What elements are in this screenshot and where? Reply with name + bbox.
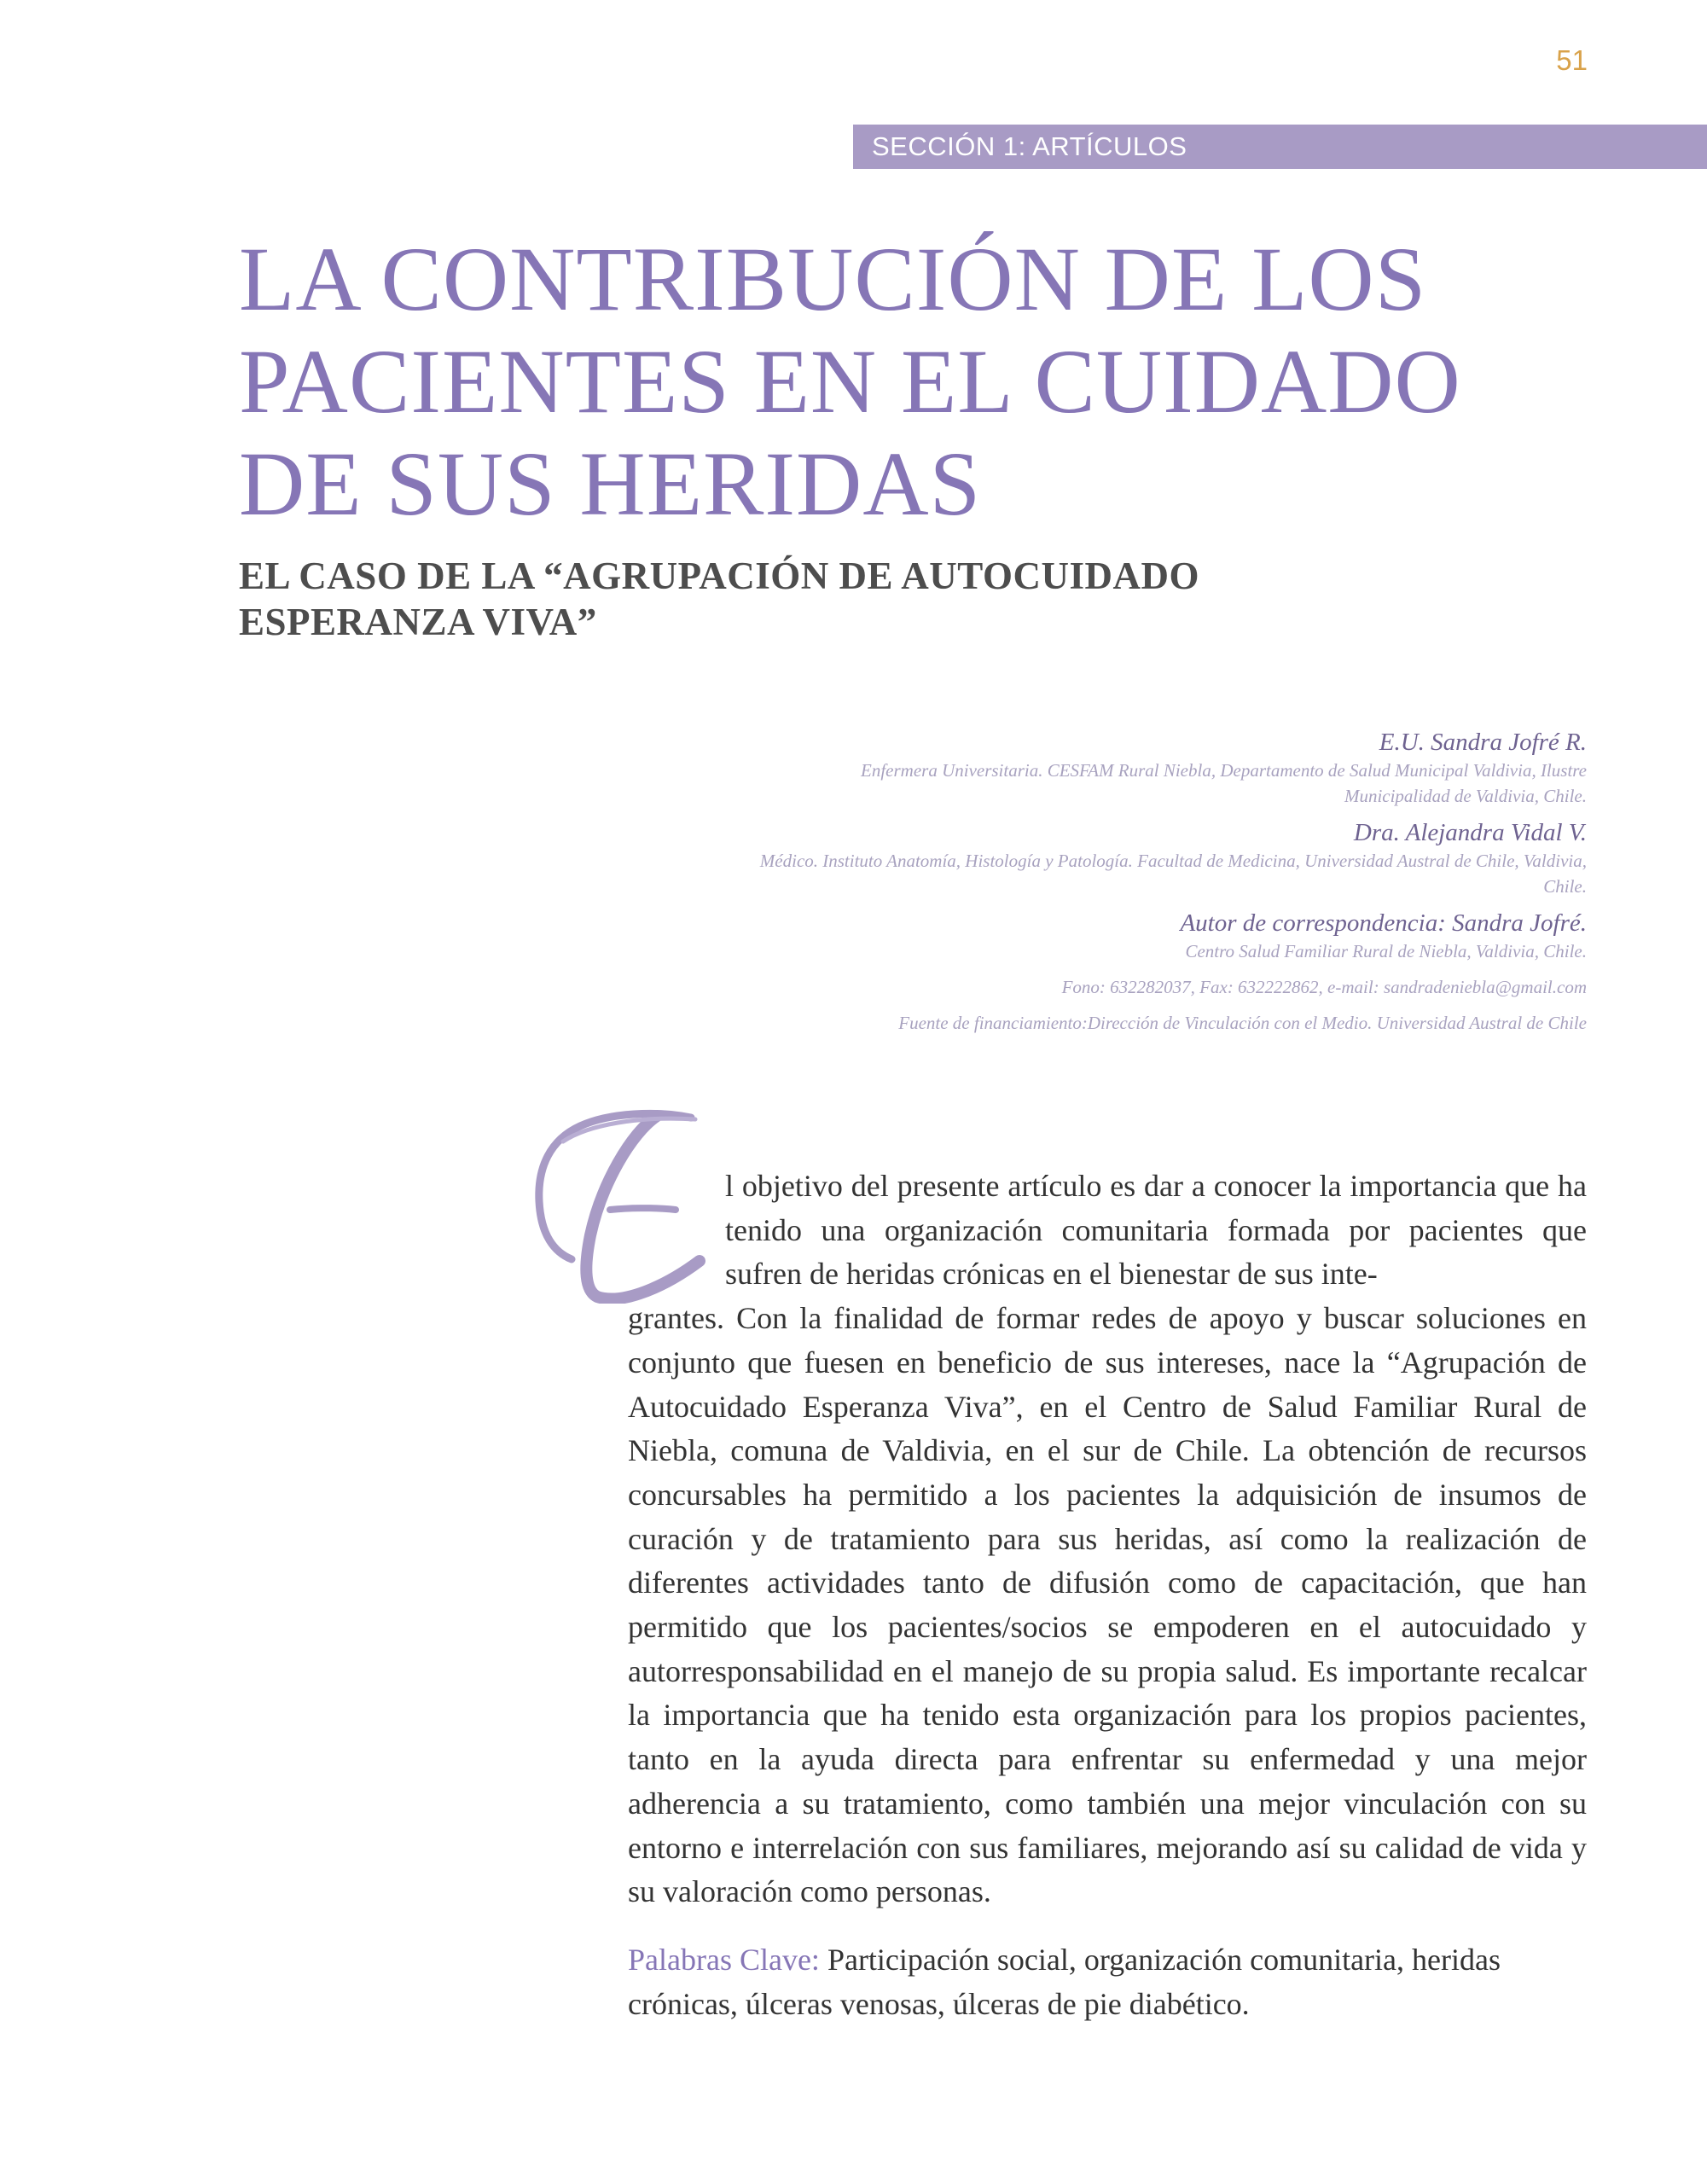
correspondence-label: Autor de correspondencia: Sandra Jofré. bbox=[1180, 909, 1587, 937]
correspondence-address: Centro Salud Familiar Rural de Niebla, Valdivia, Chile. bbox=[1185, 941, 1587, 961]
author-name: Dra. Alejandra Vidal V. bbox=[1353, 819, 1587, 846]
title-line: LA CONTRIBUCIÓN DE LOS bbox=[239, 229, 1427, 330]
title-line: PACIENTES EN EL CUIDADO bbox=[239, 332, 1461, 433]
author-affiliation: Municipalidad de Valdivia, Chile. bbox=[1344, 786, 1587, 806]
subtitle-line: ESPERANZA VIVA” bbox=[239, 601, 597, 643]
article-subtitle bbox=[239, 553, 1199, 645]
abstract-opening: l objetivo del presente artículo es dar a conocer la importancia que ha tenido una organización comunitaria formada por pacientes que sufren de heridas crónicas en el bienestar de sus inte- bbox=[725, 1169, 1587, 1292]
author-block bbox=[648, 727, 1587, 1036]
article-title bbox=[239, 229, 1570, 536]
abstract-body: grantes. Con la finalidad de formar redes de apoyo y buscar soluciones en conjunto que fuesen en beneficio de sus intereses, nace la “Agrupación de Autocuidado Esperanza Viva”, en el Centro de Salud Familiar Rural de Niebla, comuna de Valdivia, en el sur de Chile. La obtención de recursos concursables ha permitido a los pacientes la adquisición de insumos de curación y de tratamiento para sus heridas, así como la realización de diferentes actividades tanto de difusión como de capacitación, que han permitido que los pacientes/socios se empoderen en el autocuidado y autorresponsabilidad en el manejo de su propia salud. Es importante recalcar la importancia que ha tenido esta organización para los propios pacientes, tanto en la ayuda directa para enfrentar su enfermedad y una mejor adherencia a su tratamiento, como también una mejor vinculación con su entorno e interrelación con sus familiares, mejorando así su calidad de vida y su valoración como personas. bbox=[628, 1301, 1587, 1909]
correspondence-contact: Fono: 632282037, Fax: 632222862, e-mail: sandradeniebla@gmail.com bbox=[1061, 977, 1587, 997]
abstract bbox=[628, 1165, 1587, 1914]
keywords-label: Palabras Clave: bbox=[628, 1943, 820, 1977]
title-line: DE SUS HERIDAS bbox=[239, 434, 982, 535]
subtitle-line: EL CASO DE LA “AGRUPACIÓN DE AUTOCUIDADO bbox=[239, 555, 1199, 597]
funding-source: Fuente de financiamiento:Dirección de Vinculación con el Medio. Universidad Austral de Chile bbox=[898, 1013, 1587, 1033]
author-affiliation: Enfermera Universitaria. CESFAM Rural Niebla, Departamento de Salud Municipal Valdivia, Ilustre bbox=[861, 760, 1587, 781]
keywords-text: Participación social, organización comunitaria, heridas crónicas, úlceras venosas, úlceras de pie diabético. bbox=[628, 1943, 1501, 2021]
author-affiliation: Médico. Instituto Anatomía, Histología y Patología. Facultad de Medicina, Universidad Austral de Chile, Valdivia, bbox=[759, 851, 1587, 871]
keywords bbox=[628, 1938, 1587, 2026]
section-header-bar bbox=[853, 125, 1707, 169]
author-name: E.U. Sandra Jofré R. bbox=[1379, 729, 1587, 756]
page-number: 51 bbox=[1556, 44, 1588, 76]
section-label: SECCIÓN 1: ARTÍCULOS bbox=[872, 131, 1187, 161]
author-affiliation: Chile. bbox=[1543, 876, 1587, 897]
